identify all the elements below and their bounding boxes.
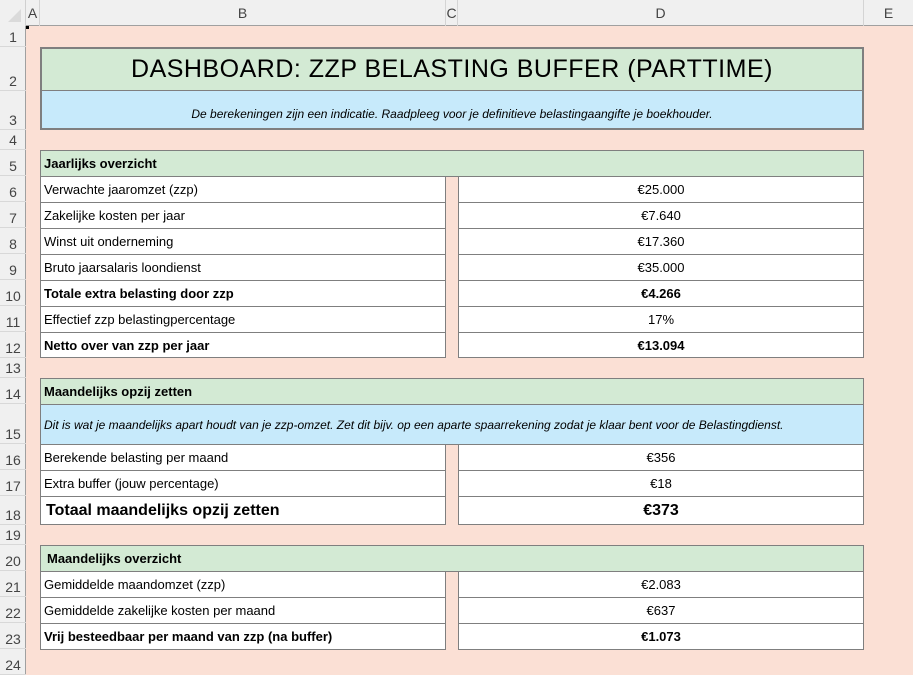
column-header-a[interactable]: A (26, 0, 40, 26)
row-header[interactable]: 16 (0, 444, 26, 470)
row-header[interactable]: 9 (0, 254, 26, 280)
dashboard-title[interactable]: DASHBOARD: ZZP BELASTING BUFFER (PARTTIME) (40, 47, 864, 91)
label-netto-per-jaar[interactable]: Netto over van zzp per jaar (40, 332, 446, 358)
label-totaal-opzij[interactable]: Totaal maandelijks opzij zetten (40, 496, 446, 525)
value-netto-per-jaar[interactable]: €13.094 (458, 332, 864, 358)
row-header[interactable]: 20 (0, 545, 26, 571)
section-title-opzij[interactable]: Maandelijks opzij zetten (40, 378, 864, 405)
column-header-bar (0, 0, 913, 26)
label-kosten-per-maand[interactable]: Gemiddelde zakelijke kosten per maand (40, 597, 446, 624)
opzij-note[interactable]: Dit is wat je maandelijks apart houdt van je zzp-omzet. Zet dit bijv. op een aparte spaarrekening zodat je klaar bent voor de Belastingdienst. (40, 404, 864, 445)
column-header-b[interactable]: B (40, 0, 446, 26)
label-extra-buffer[interactable]: Extra buffer (jouw percentage) (40, 470, 446, 497)
value-totale-extra-belasting[interactable]: €4.266 (458, 280, 864, 307)
row-header[interactable]: 5 (0, 150, 26, 176)
row-header[interactable]: 17 (0, 470, 26, 496)
row-header[interactable]: 19 (0, 525, 26, 545)
label-vrij-besteedbaar[interactable]: Vrij besteedbaar per maand van zzp (na buffer) (40, 623, 446, 650)
column-header-d[interactable]: D (458, 0, 864, 26)
row-header[interactable]: 1 (0, 26, 26, 47)
select-all-corner[interactable] (0, 0, 26, 26)
row-header[interactable]: 18 (0, 496, 26, 525)
row-header[interactable]: 3 (0, 91, 26, 130)
section-title-maandelijks[interactable]: Maandelijks overzicht (40, 545, 864, 572)
label-belasting-per-maand[interactable]: Berekende belasting per maand (40, 444, 446, 471)
label-maandomzet[interactable]: Gemiddelde maandomzet (zzp) (40, 571, 446, 598)
value-vrij-besteedbaar[interactable]: €1.073 (458, 623, 864, 650)
column-header-e[interactable]: E (883, 5, 894, 21)
row-header-bar (0, 26, 26, 675)
row-header[interactable]: 24 (0, 649, 26, 675)
label-effectief-percentage[interactable]: Effectief zzp belastingpercentage (40, 306, 446, 333)
row-header[interactable]: 13 (0, 358, 26, 378)
label-zakelijke-kosten[interactable]: Zakelijke kosten per jaar (40, 202, 446, 229)
row-header[interactable]: 15 (0, 404, 26, 444)
value-zakelijke-kosten[interactable]: €7.640 (458, 202, 864, 229)
row-header[interactable]: 11 (0, 306, 26, 332)
label-totale-extra-belasting[interactable]: Totale extra belasting door zzp (40, 280, 446, 307)
label-jaaromzet[interactable]: Verwachte jaaromzet (zzp) (40, 176, 446, 203)
value-belasting-per-maand[interactable]: €356 (458, 444, 864, 471)
column-header-c[interactable]: C (446, 0, 458, 26)
row-header[interactable]: 6 (0, 176, 26, 202)
value-kosten-per-maand[interactable]: €637 (458, 597, 864, 624)
row-header[interactable]: 2 (0, 47, 26, 91)
row-header[interactable]: 10 (0, 280, 26, 306)
value-bruto-jaarsalaris[interactable]: €35.000 (458, 254, 864, 281)
row-header[interactable]: 7 (0, 202, 26, 228)
label-bruto-jaarsalaris[interactable]: Bruto jaarsalaris loondienst (40, 254, 446, 281)
label-winst[interactable]: Winst uit onderneming (40, 228, 446, 255)
value-jaaromzet[interactable]: €25.000 (458, 176, 864, 203)
row-header[interactable]: 23 (0, 623, 26, 649)
section-title-jaarlijks[interactable]: Jaarlijks overzicht (40, 150, 864, 177)
row-header[interactable]: 22 (0, 597, 26, 623)
row-header[interactable]: 14 (0, 378, 26, 404)
value-winst[interactable]: €17.360 (458, 228, 864, 255)
row-header[interactable]: 12 (0, 332, 26, 358)
row-header[interactable]: 4 (0, 130, 26, 150)
value-effectief-percentage[interactable]: 17% (458, 306, 864, 333)
row-header[interactable]: 21 (0, 571, 26, 597)
dashboard-subtitle[interactable]: De berekeningen zijn een indicatie. Raadpleeg voor je definitieve belastingaangifte je boekhouder. (40, 91, 864, 130)
value-extra-buffer[interactable]: €18 (458, 470, 864, 497)
active-cell-marker (26, 26, 29, 29)
row-header[interactable]: 8 (0, 228, 26, 254)
value-totaal-opzij[interactable]: €373 (458, 496, 864, 525)
value-maandomzet[interactable]: €2.083 (458, 571, 864, 598)
